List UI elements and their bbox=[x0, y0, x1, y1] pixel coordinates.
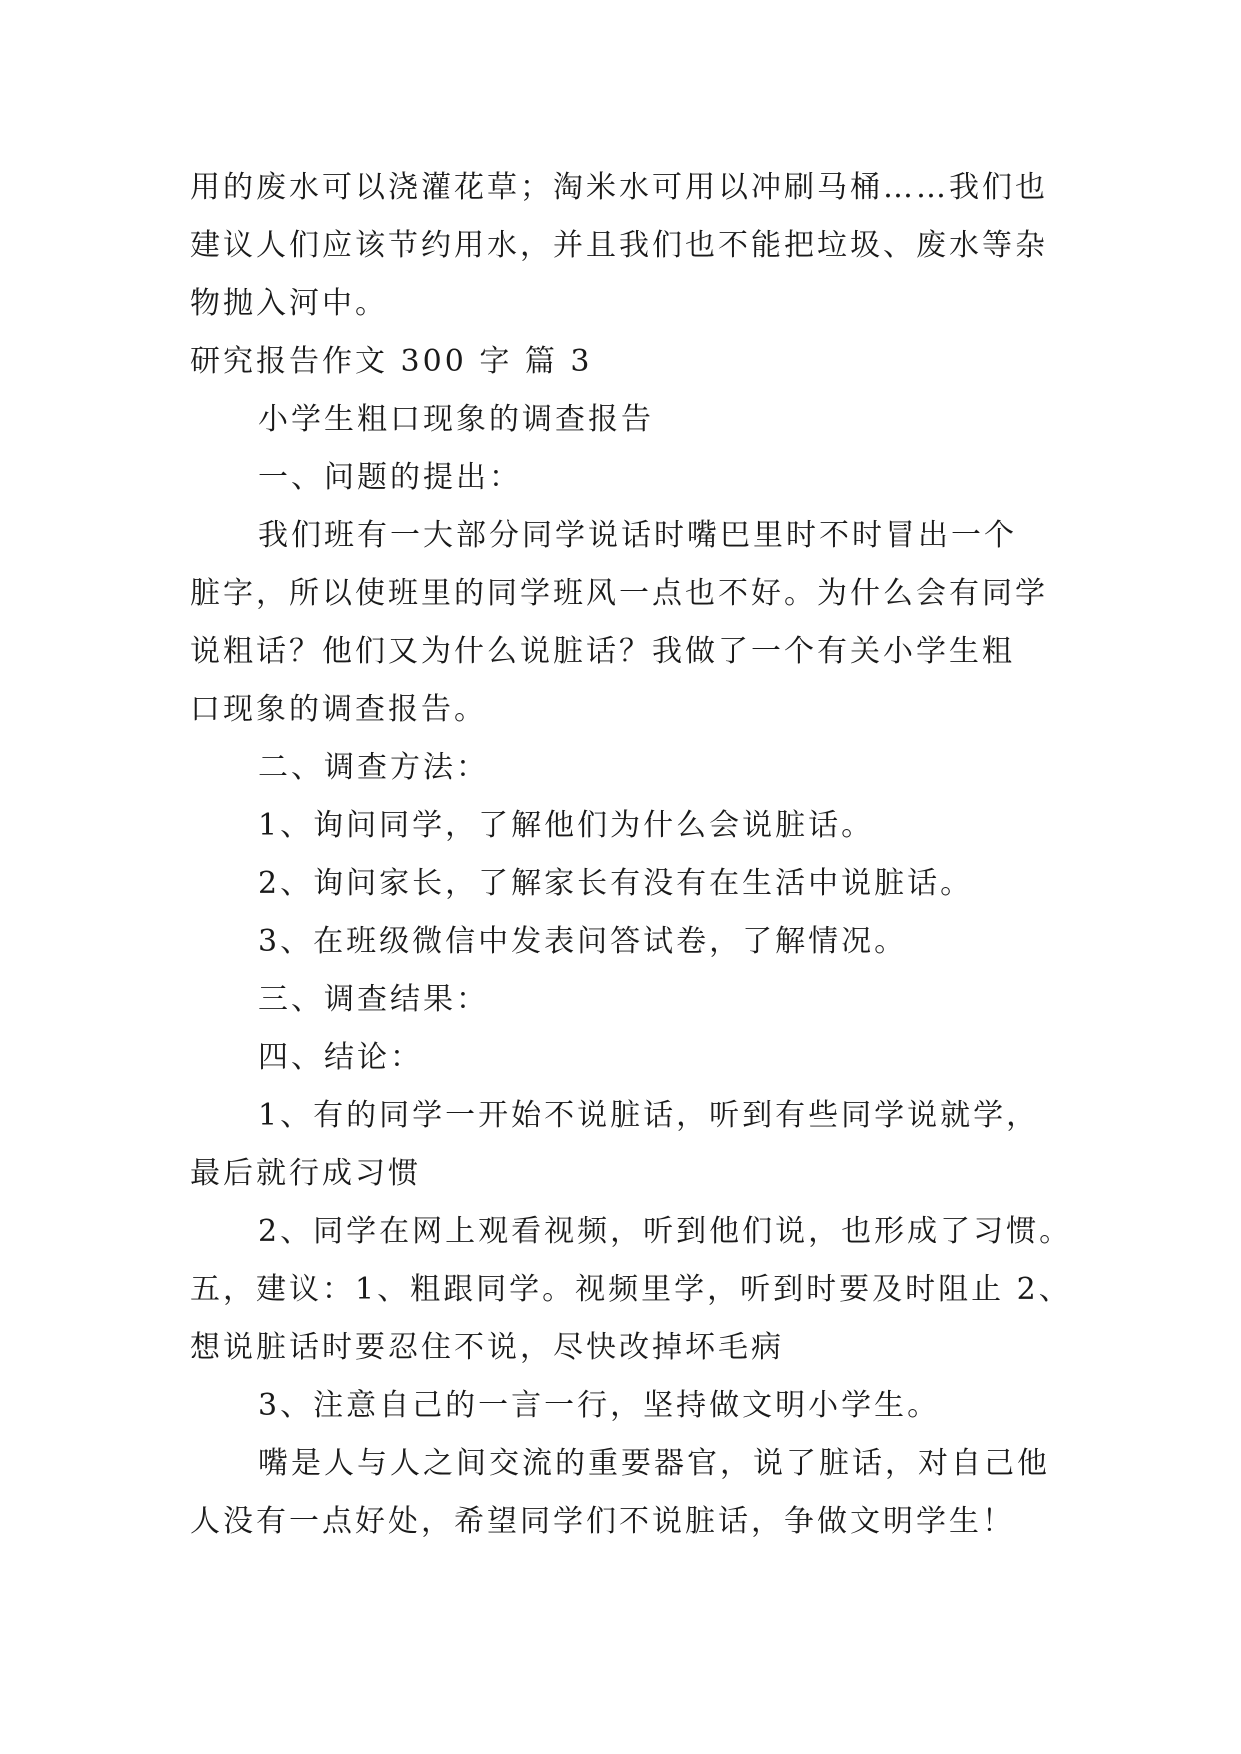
paragraph-line: 最后就行成习惯 bbox=[190, 1156, 421, 1191]
paragraph-line: 用的废水可以浇灌花草；淘米水可用以冲刷马桶……我们也 bbox=[190, 170, 1048, 205]
paragraph-line: 我们班有一大部分同学说话时嘴巴里时不时冒出一个 bbox=[258, 518, 1017, 553]
list-item: 2、询问家长，了解家长有没有在生活中说脏话。 bbox=[258, 866, 974, 901]
paragraph-line: 脏字，所以使班里的同学班风一点也不好。为什么会有同学 bbox=[190, 576, 1048, 611]
paragraph-line: 人没有一点好处，希望同学们不说脏话，争做文明学生！ bbox=[190, 1504, 1015, 1539]
paragraph-line: 五，建议：1、粗跟同学。视频里学，听到时要及时阻止 2、 bbox=[190, 1272, 1072, 1307]
paragraph-line: 建议人们应该节约用水，并且我们也不能把垃圾、废水等杂 bbox=[190, 228, 1048, 263]
section-heading: 研究报告作文 300 字 篇 3 bbox=[190, 344, 593, 379]
paragraph-line: 嘴是人与人之间交流的重要器官，说了脏话，对自己他 bbox=[258, 1446, 1050, 1481]
list-item: 1、有的同学一开始不说脏话，听到有些同学说就学， bbox=[258, 1098, 1040, 1133]
subheading: 二、调查方法： bbox=[258, 750, 489, 785]
list-item: 3、注意自己的一言一行，坚持做文明小学生。 bbox=[258, 1388, 941, 1423]
list-item: 1、询问同学，了解他们为什么会说脏话。 bbox=[258, 808, 875, 843]
paragraph-line: 想说脏话时要忍住不说，尽快改掉坏毛病 bbox=[190, 1330, 784, 1365]
subheading: 三、调查结果： bbox=[258, 982, 489, 1017]
paragraph-line: 说粗话？他们又为什么说脏话？我做了一个有关小学生粗 bbox=[190, 634, 1015, 669]
list-item: 3、在班级微信中发表问答试卷，了解情况。 bbox=[258, 924, 908, 959]
paragraph-line: 口现象的调查报告。 bbox=[190, 692, 487, 727]
subheading: 四、结论： bbox=[258, 1040, 423, 1075]
subheading: 一、问题的提出： bbox=[258, 460, 522, 495]
list-item: 2、同学在网上观看视频，听到他们说，也形成了习惯。 bbox=[258, 1214, 1073, 1249]
paragraph-line: 物抛入河中。 bbox=[190, 286, 388, 321]
report-title: 小学生粗口现象的调查报告 bbox=[258, 402, 654, 437]
